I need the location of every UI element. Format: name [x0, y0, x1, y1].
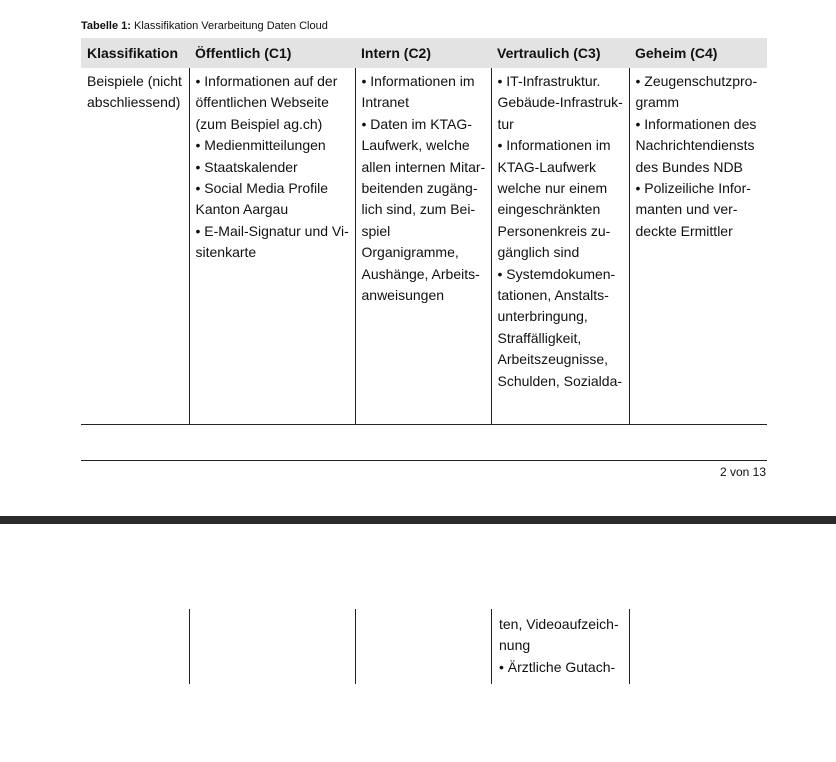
cell-line: Aushänge, Arbeits-	[361, 265, 480, 282]
cell-line: nung	[499, 637, 531, 654]
cell-line: gramm	[635, 94, 680, 111]
cell-line: Beispiele (nicht	[87, 73, 182, 89]
cell-line: Nachrichtendiensts	[635, 137, 755, 154]
cell-line: • Informationen auf der	[195, 73, 338, 89]
cell-line: ten, Videoaufzeich-	[499, 616, 619, 632]
header-vertraulich: Vertraulich (C3)	[491, 38, 629, 68]
cell-line: • Medienmitteilungen	[195, 137, 326, 154]
table-row	[81, 68, 767, 425]
cell-line: allen internen Mitar-	[361, 158, 486, 175]
cell-line: welche nur einem	[497, 180, 608, 197]
table-header-row	[81, 38, 767, 68]
footer-rule	[81, 460, 767, 461]
header-oeffentlich: Öffentlich (C1)	[189, 38, 355, 68]
cell-line: • Polizeiliche Infor-	[635, 180, 751, 197]
cell-line: Personenkreis zu-	[497, 222, 611, 239]
page-separator	[0, 516, 836, 524]
cell-line: tur	[497, 115, 514, 132]
caption-label: Tabelle 1:	[81, 20, 131, 32]
cell-line: abschliessend)	[87, 94, 181, 111]
cell-oeffentlich	[189, 68, 355, 425]
cell-line: • Zeugenschutzpro-	[635, 73, 758, 89]
cell-line: Intranet	[361, 94, 409, 111]
cell-line: • Ärztliche Gutach-	[499, 658, 616, 675]
cell-line: • Systemdokumen-	[497, 265, 616, 282]
cell-line: anweisungen	[361, 287, 445, 304]
cell-line: • IT-Infrastruktur.	[497, 73, 601, 89]
cell-line: • Daten im KTAG-	[361, 115, 472, 132]
cell-line: (zum Beispiel ag.ch)	[195, 115, 323, 132]
header-klassifikation: Klassifikation	[81, 38, 189, 68]
cell-line: Arbeitszeugnisse,	[497, 351, 609, 368]
continuation-cell-vertraulich	[499, 614, 619, 678]
cell-line: • Informationen im	[497, 137, 611, 154]
cell-line: spiel	[361, 222, 391, 239]
table-caption	[81, 20, 328, 32]
cell-line: eingeschränkten	[497, 201, 601, 218]
cell-line: manten und ver-	[635, 201, 738, 218]
cell-line: • Informationen im	[361, 73, 475, 89]
classification-table	[81, 38, 767, 425]
cell-line: unterbringung,	[497, 308, 588, 325]
header-intern: Intern (C2)	[355, 38, 491, 68]
cell-line: KTAG-Laufwerk	[497, 158, 597, 175]
cell-line: • Social Media Profile	[195, 180, 329, 197]
caption-text: Klassifikation Verarbeitung Daten Cloud	[134, 20, 328, 32]
cell-line: gänglich sind	[497, 244, 580, 261]
cell-line: deckte Ermittler	[635, 222, 733, 239]
continuation-divider	[491, 609, 492, 684]
cell-line: Gebäude-Infrastruk-	[497, 94, 623, 111]
cell-line: Schulden, Sozialda-	[497, 372, 623, 389]
page-number: 2 von 13	[719, 465, 766, 479]
cell-line: Straffälligkeit,	[497, 329, 582, 346]
cell-line: • Informationen des	[635, 115, 757, 132]
cell-line: sitenkarte	[195, 244, 257, 261]
cell-line: lich sind, zum Bei-	[361, 201, 476, 218]
cell-line: tationen, Anstalts-	[497, 287, 609, 304]
continuation-divider	[189, 609, 190, 684]
cell-line: Organigramme,	[361, 244, 459, 261]
cell-vertraulich	[491, 68, 629, 425]
cell-line: des Bundes NDB	[635, 158, 743, 175]
cell-line: Kanton Aargau	[195, 201, 289, 218]
cell-geheim	[629, 68, 767, 425]
cell-line: • Staatskalender	[195, 158, 298, 175]
continuation-divider	[355, 609, 356, 684]
continuation-divider	[629, 609, 630, 684]
cell-klassifikation	[81, 68, 189, 425]
cell-line: öffentlichen Webseite	[195, 94, 329, 111]
cell-line: beitenden zugäng-	[361, 180, 478, 197]
cell-line: • E-Mail-Signatur und Vi-	[195, 222, 349, 239]
cell-intern	[355, 68, 491, 425]
header-geheim: Geheim (C4)	[629, 38, 767, 68]
cell-line: Laufwerk, welche	[361, 137, 470, 154]
